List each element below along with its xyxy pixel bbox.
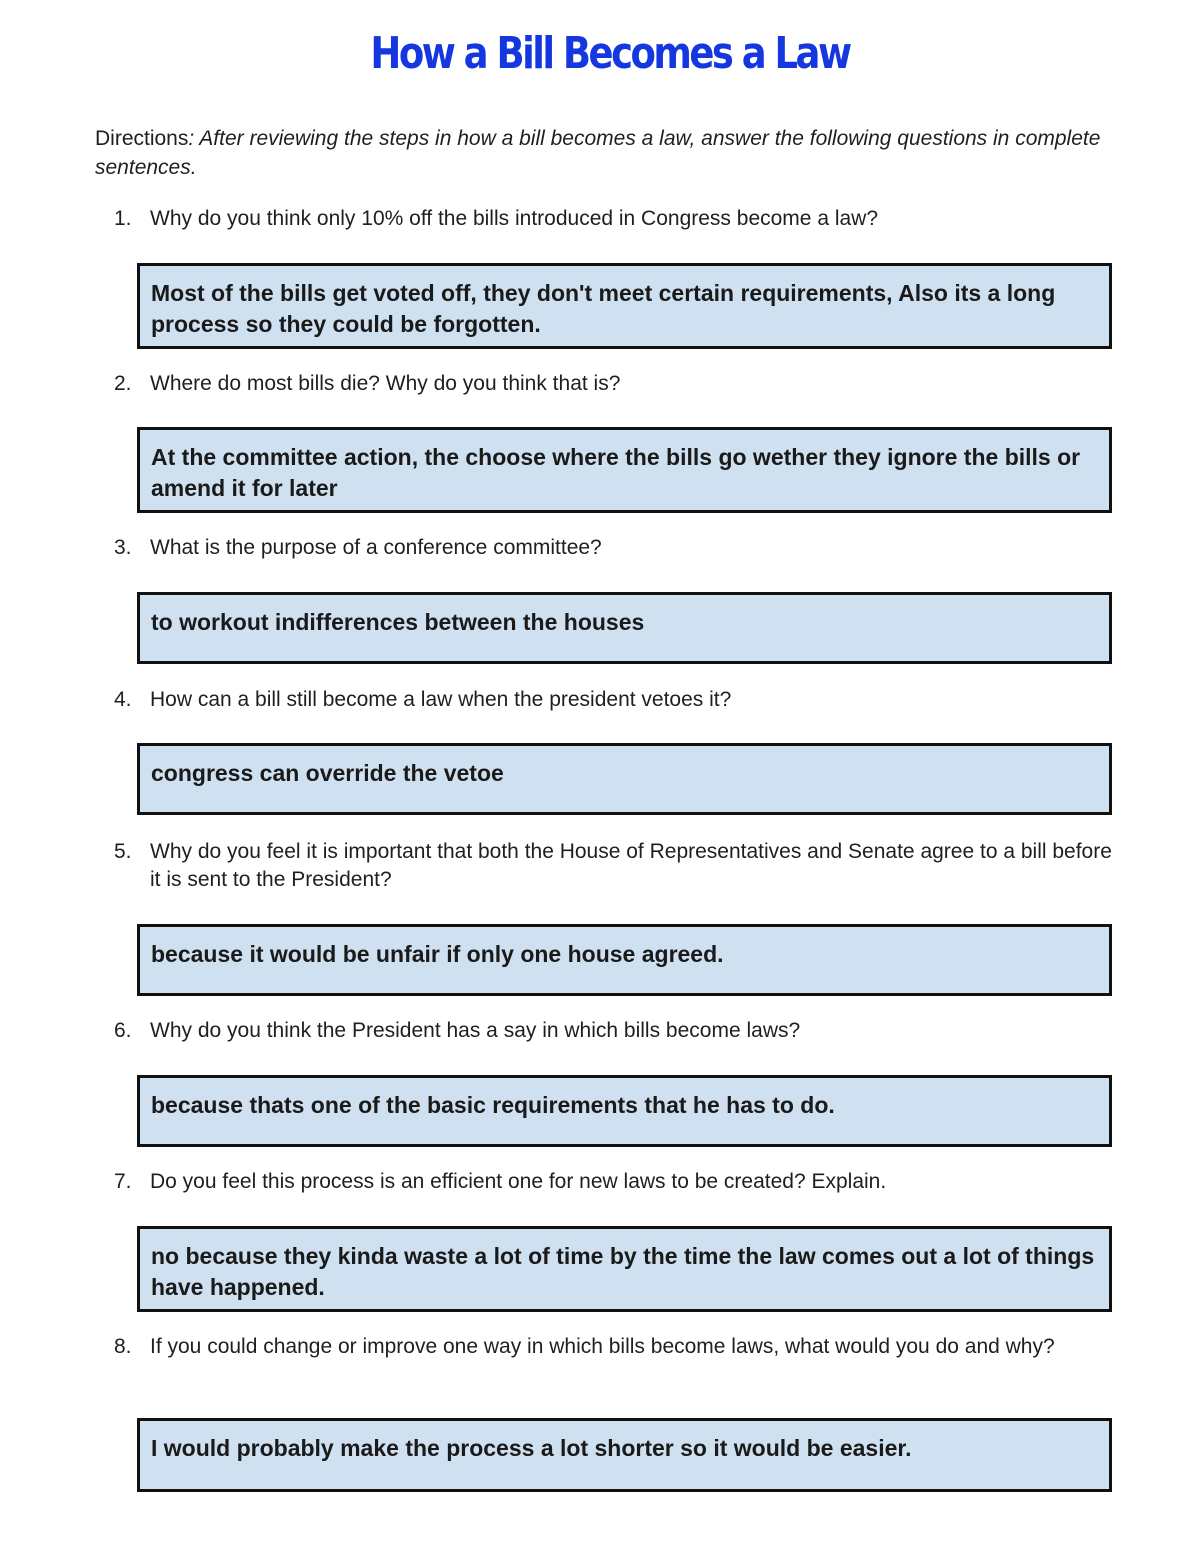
question-text: Why do you feel it is important that both the House of Representatives and Senate agree to a bill before it is sent to the President? [150, 840, 1112, 891]
question-number: 8. [114, 1335, 132, 1358]
answer-box-6[interactable]: because thats one of the basic requirements that he has to do. [137, 1075, 1112, 1147]
question-2 [114, 370, 1124, 398]
question-1 [114, 205, 1124, 233]
answer-box-3[interactable]: to workout indifferences between the houses [137, 592, 1112, 664]
question-number: 7. [114, 1170, 132, 1193]
question-number: 5. [114, 840, 132, 863]
question-number: 2. [114, 372, 132, 395]
question-number: 6. [114, 1019, 132, 1042]
question-8 [114, 1333, 1124, 1361]
question-text: Why do you think only 10% off the bills introduced in Congress become a law? [150, 207, 879, 230]
question-number: 4. [114, 688, 132, 711]
answer-box-1[interactable]: Most of the bills get voted off, they don't meet certain requirements, Also its a long process so they could be forgotten. [137, 263, 1112, 349]
directions-label: Directions [95, 127, 189, 150]
question-3 [114, 534, 1124, 562]
answer-box-4[interactable]: congress can override the vetoe [137, 743, 1112, 815]
question-number: 1. [114, 207, 132, 230]
question-text: Do you feel this process is an efficient one for new laws to be created? Explain. [150, 1170, 887, 1193]
answer-box-8[interactable]: I would probably make the process a lot shorter so it would be easier. [137, 1418, 1112, 1492]
question-5 [114, 838, 1124, 894]
question-4 [114, 686, 1124, 714]
directions [95, 124, 1120, 182]
question-text: Why do you think the President has a say in which bills become laws? [150, 1019, 801, 1042]
page-title: How a Bill Becomes a Law [370, 28, 850, 79]
answer-box-2[interactable]: At the committee action, the choose where the bills go wether they ignore the bills or amend it for later [137, 427, 1112, 513]
answer-box-5[interactable]: because it would be unfair if only one house agreed. [137, 924, 1112, 996]
question-text: How can a bill still become a law when the president vetoes it? [150, 688, 732, 711]
answer-box-7[interactable]: no because they kinda waste a lot of time by the time the law comes out a lot of things have happened. [137, 1226, 1112, 1312]
question-text: What is the purpose of a conference committee? [150, 536, 602, 559]
directions-text: : After reviewing the steps in how a bill becomes a law, answer the following questions in complete sentences. [95, 127, 1101, 179]
question-number: 3. [114, 536, 132, 559]
question-6 [114, 1017, 1124, 1045]
question-text: Where do most bills die? Why do you think that is? [150, 372, 621, 395]
question-7 [114, 1168, 1124, 1196]
question-text: If you could change or improve one way in which bills become laws, what would you do and why? [150, 1335, 1055, 1358]
